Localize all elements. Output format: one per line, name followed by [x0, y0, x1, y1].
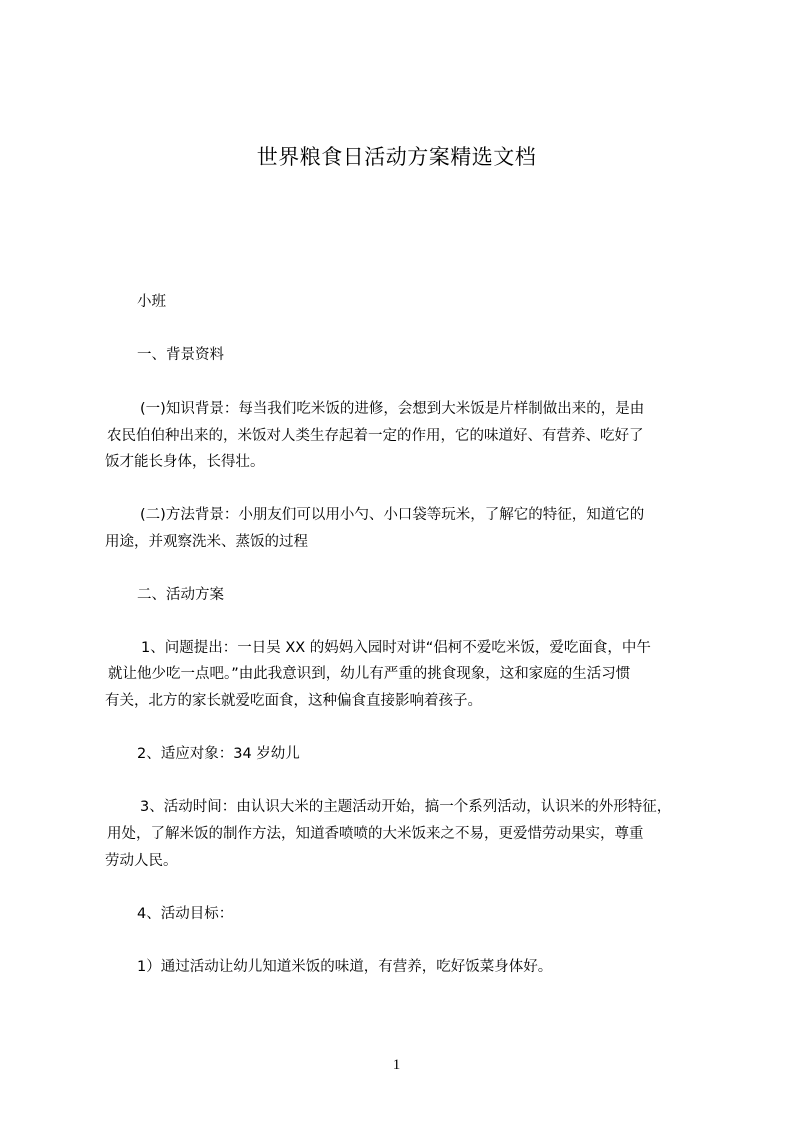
paragraph-problem-line-2: 就让他少吃一点吧。”由此我意识到，幼儿有严重的挑食现象，这和家庭的生活习惯 [108, 666, 631, 682]
paragraph-knowledge-line-3: 饭才能长身体，长得壮。 [105, 454, 265, 470]
paragraph-method-line-1: (二)方法背景：小朋友们可以用小勺、小口袋等玩米，了解它的特征，知道它的 [140, 507, 645, 523]
paragraph-time-line-3: 劳动人民。 [105, 853, 178, 869]
section-heading-plan: 二、活动方案 [137, 587, 224, 603]
paragraph-problem-line-1: 1、问题提出：一日吴 XX 的妈妈入园时对讲“侣柯不爱吃米饭，爱吃面食，中午 [141, 640, 651, 656]
paragraph-goal-heading: 4、活动目标： [137, 906, 234, 922]
paragraph-time-line-2: 用处，了解米饭的制作方法，知道香喷喷的大米饭来之不易，更爱惜劳动果实，尊重 [107, 826, 644, 842]
page-number: 1 [392, 1057, 401, 1073]
paragraph-knowledge-line-2: 农民伯伯种出来的，米饭对人类生存起着一定的作用，它的味道好、有营养、吃好了 [107, 428, 644, 444]
document-title: 世界粮食日活动方案精选文档 [256, 145, 537, 169]
paragraph-time-line-1: 3、活动时间：由认识大米的主题活动开始，搞一个系列活动，认识米的外形特征， [140, 799, 672, 815]
paragraph-goal-1: 1）通过活动让幼儿知道米饭的味道，有营养，吃好饭菜身体好。 [137, 959, 553, 975]
paragraph-target: 2、适应对象：34 岁幼儿 [137, 746, 300, 762]
section-heading-background: 一、背景资料 [137, 347, 224, 363]
paragraph-knowledge-line-1: (一)知识背景：每当我们吃米饭的进修，会想到大米饭是片样制做出来的，是由 [140, 401, 645, 417]
class-label: 小班 [137, 294, 166, 310]
paragraph-method-line-2: 用途，并观察洗米、蒸饭的过程 [105, 534, 308, 550]
paragraph-problem-line-3: 有关，北方的家长就爱吃面食，这种偏食直接影响着孩子。 [105, 693, 482, 709]
